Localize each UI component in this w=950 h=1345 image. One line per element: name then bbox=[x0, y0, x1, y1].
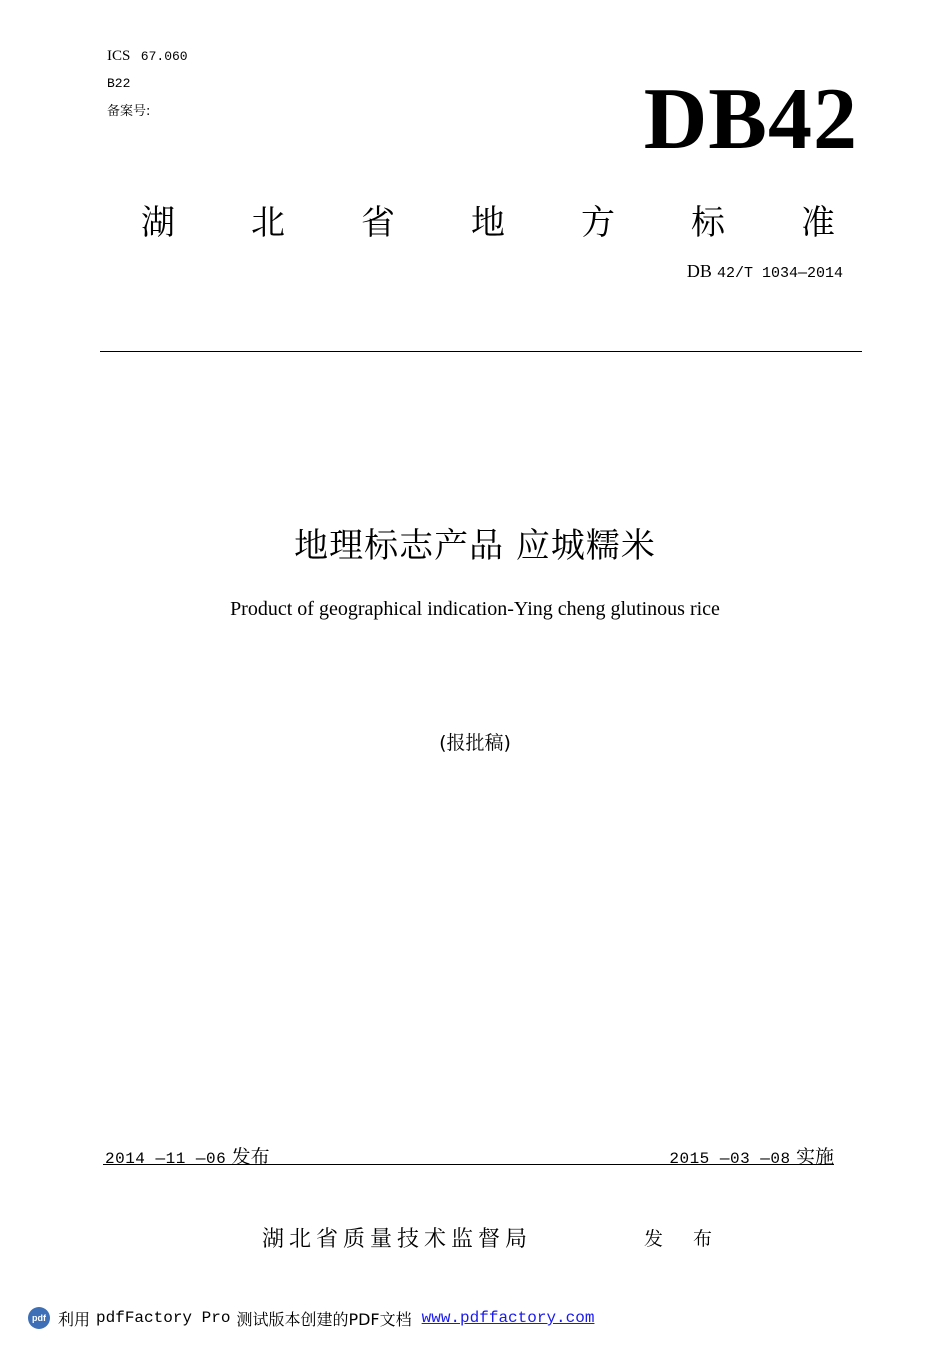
category-char: 省 bbox=[361, 203, 395, 243]
issuer-issue-word: 发 布 bbox=[644, 1228, 725, 1250]
footer-product-name: pdfFactory Pro bbox=[96, 1309, 231, 1327]
document-title-chinese: 地理标志产品 应城糯米 bbox=[294, 526, 656, 566]
record-number-label: 备案号: bbox=[107, 104, 151, 119]
implement-date: 2015 —03 —08 bbox=[669, 1150, 791, 1168]
issue-date: 2014 —11 —06 bbox=[105, 1150, 227, 1168]
pdf-footer bbox=[28, 1305, 594, 1331]
category-char: 方 bbox=[581, 203, 615, 243]
pdf-icon: pdf bbox=[28, 1307, 50, 1329]
draft-status: (报批稿) bbox=[439, 732, 511, 754]
category-char: 准 bbox=[801, 203, 835, 243]
category-char: 标 bbox=[691, 203, 725, 243]
document-title-english: Product of geographical indication-Ying cheng glutinous rice bbox=[230, 598, 720, 620]
standard-number bbox=[687, 261, 843, 282]
standard-number-code: 42/T 1034—2014 bbox=[716, 265, 843, 282]
implement-date-line bbox=[669, 1142, 834, 1169]
ics-line bbox=[107, 48, 188, 65]
category-char: 地 bbox=[471, 203, 505, 243]
db-logo: DB42 bbox=[643, 71, 858, 168]
header-divider bbox=[100, 351, 862, 352]
standard-number-prefix: DB bbox=[686, 261, 712, 281]
issue-word: 发布 bbox=[231, 1146, 270, 1168]
category-char: 北 bbox=[251, 203, 285, 243]
standard-category bbox=[118, 195, 858, 244]
ics-code: 67.060 bbox=[140, 49, 188, 64]
category-char: 湖 bbox=[141, 203, 175, 243]
ics-label: ICS bbox=[107, 48, 131, 64]
issue-date-line bbox=[105, 1142, 270, 1169]
ccs-code: B22 bbox=[107, 76, 131, 91]
implement-word: 实施 bbox=[795, 1146, 834, 1168]
footer-text: 利用 bbox=[58, 1309, 91, 1329]
footer-text: 测试版本创建的PDF文档 bbox=[236, 1309, 412, 1329]
issuing-authority: 湖北省质量技术监督局 bbox=[262, 1227, 533, 1252]
pdffactory-link[interactable]: www.pdffactory.com bbox=[421, 1309, 595, 1327]
